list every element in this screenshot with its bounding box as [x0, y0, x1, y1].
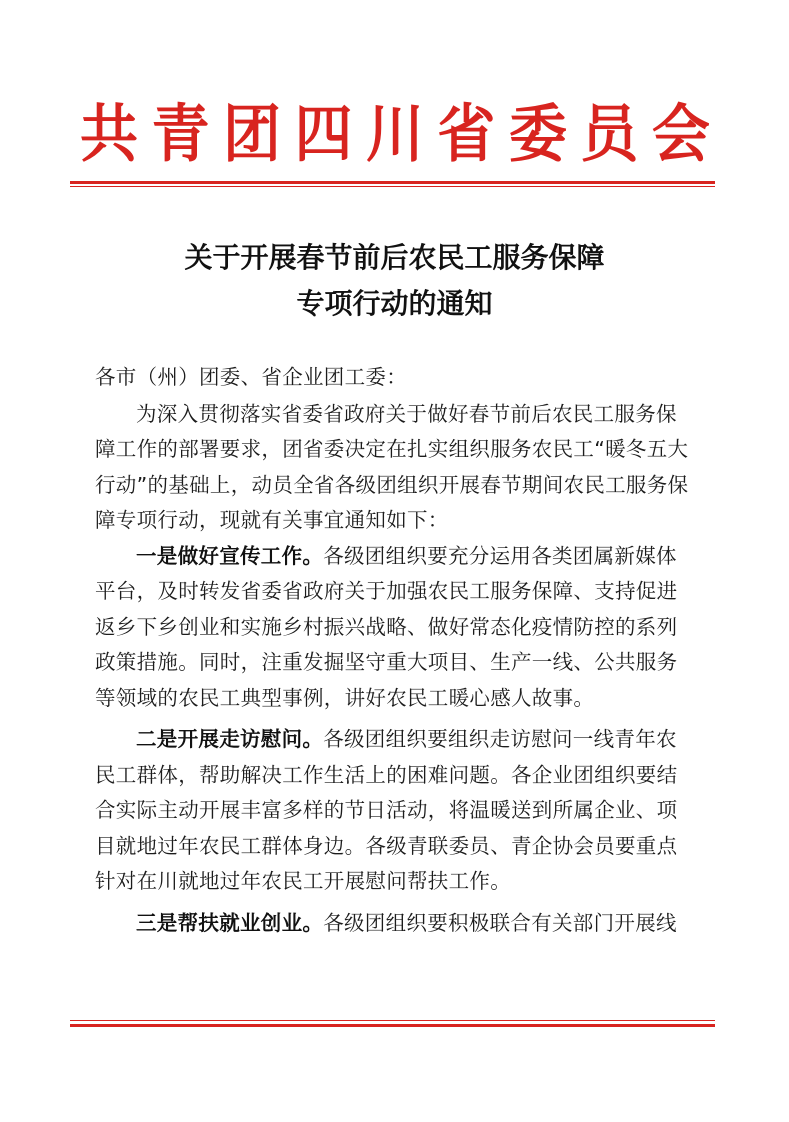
letterhead-char: 委: [508, 97, 567, 171]
intro-paragraph: 为深入贯彻落实省委省政府关于做好春节前后农民工服务保障工作的部署要求，团省委决定在扎实组织服务农民工“暖冬五大行动”的基础上，动员全省各级团组织开展春节期间农民工服务保障专项行动，现就有关事宜通知如下：: [95, 401, 689, 532]
letterhead-char: 川: [365, 97, 424, 171]
item-2-paragraph: [95, 722, 695, 900]
item-1-lead: 一是做好宣传工作。: [136, 543, 324, 568]
header-divider-thin: [70, 186, 715, 187]
item-1-text: 各级团组织要充分运用各类团属新媒体平台，及时转发省委省政府关于加强农民工服务保障、支持促进返乡下乡创业和实施乡村振兴战略、做好常态化疫情防控的系列政策措施。同时，注重发掘坚守重大项目、生产一线、公共服务等领域的农民工典型事例，讲好农民工暖心感人故事。: [95, 543, 678, 710]
item-3-paragraph: [95, 906, 695, 942]
salutation: 各市（州）团委、省企业团工委：: [95, 365, 407, 389]
header-divider-thick: [70, 181, 715, 184]
document-title-line-1: 关于开展春节前后农民工服务保障: [184, 241, 605, 274]
document-title-line-2: 专项行动的通知: [296, 287, 493, 320]
item-1-paragraph: [95, 539, 695, 717]
letterhead-char: 会: [651, 97, 710, 171]
letterhead-char: 员: [580, 97, 639, 171]
letterhead-char: 青: [151, 97, 210, 171]
footer-divider-thin: [70, 1020, 715, 1021]
footer-divider-thick: [70, 1024, 715, 1027]
item-2-text: 各级团组织要组织走访慰问一线青年农民工群体，帮助解决工作生活上的困难问题。各企业团组织要结合实际主动开展丰富多样的节日活动，将温暖送到所属企业、项目就地过年农民工群体身边。各级青联委员、青企协会员要重点针对在川就地过年农民工开展慰问帮扶工作。: [95, 727, 678, 893]
document-body: [95, 360, 695, 941]
letterhead-char: 共: [80, 97, 139, 171]
item-2-lead: 二是开展走访慰问。: [136, 727, 324, 751]
item-3-lead: 三是帮扶就业创业。: [136, 910, 324, 935]
letterhead-char: 团: [222, 97, 281, 171]
letterhead-char: 四: [294, 97, 353, 171]
item-3-text: 各级团组织要积极联合有关部门开展线: [323, 910, 677, 935]
letterhead-char: 省: [437, 97, 496, 171]
org-letterhead: [80, 92, 710, 176]
